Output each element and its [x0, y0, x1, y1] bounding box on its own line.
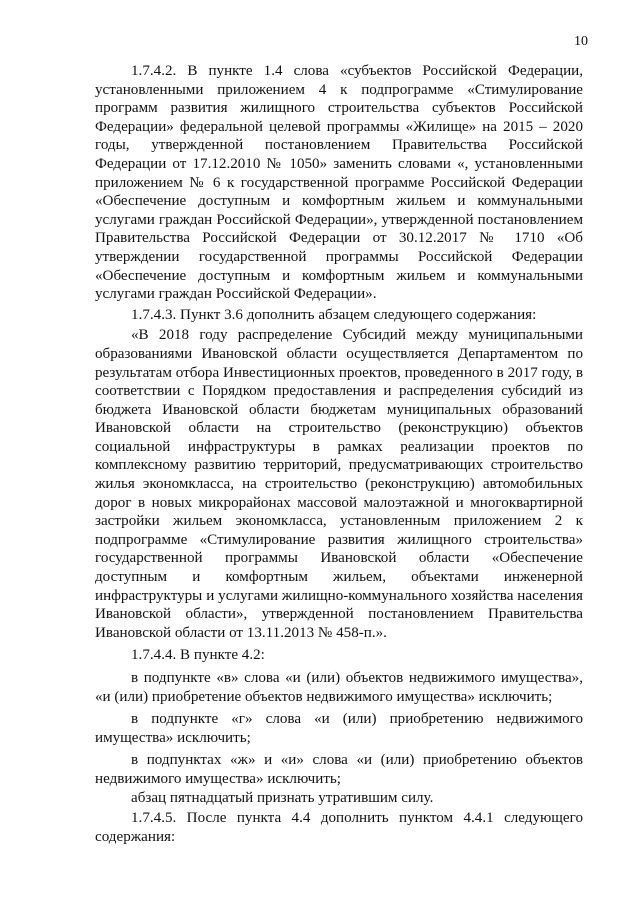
paragraph-1-7-4-5: 1.7.4.5. После пункта 4.4 дополнить пунктом 4.4.1 следующего содержания: [95, 810, 583, 845]
paragraph-quoted-addition: «В 2018 году распределение Субсидий между муниципальными образованиями Ивановской области осуществляется Департаментом по результатам отбора Инвестиционных проектов, проведенного в 2017 году, в соответствии с Порядком предоставления и распределения субсидий из бюджета Ивановской области бюджетам муниципальных образований Ивановской области на строительство (реконструкцию) объектов социальной инфраструктуры в рамках реализации проектов по комплексному развитию территорий, предусматривающих строительство жилья экономкласса, на строительство (реконструкцию) автомобильных дорог в новых микрорайонах массовой малоэтажной и многоквартирной застройки жильем экономкласса, установленным приложением 2 к подпрограмме «Стимулирование развития жилищного строительства» государственной программы Ивановской области «Обеспечение доступным и комфортным жильем, объектами инженерной инфраструктуры и услугами жилищно-коммунального хозяйства населения Ивановской области», утвержденной постановлением Правительства Ивановской области от 13.11.2013 № 458-п.». [95, 327, 583, 641]
paragraph-1-7-4-2: 1.7.4.2. В пункте 1.4 слова «субъектов Российской Федерации, установленными приложением 4 к подпрограмме «Стимулирование программ развития жилищного строительства субъектов Российской Федерации» федеральной целевой программы «Жилище» на 2015 – 2020 годы, утвержденной постановлением Правительства Российской Федерации от 17.12.2010 № 1050» заменить словами «, установленными приложением № 6 к государственной программе Российской Федерации «Обеспечение доступным и комфортным жильем и коммунальными услугами граждан Российской Федерации», утвержденной постановлением Правительства Российской Федерации от 30.12.2017 № 1710 «Об утверждении государственной программы Российской Федерации «Обеспечение доступным и комфортным жильем и коммунальными услугами граждан Российской Федерации». [95, 63, 583, 303]
paragraph-abzac-15: абзац пятнадцатый признать утратившим силу. [131, 789, 434, 806]
document-body [95, 62, 583, 846]
paragraph-subitem-g: в подпункте «г» слова «и (или) приобретению недвижимого имущества» исключить; [95, 711, 583, 746]
paragraph-subitem-v: в подпункте «в» слова «и (или) объектов недвижимого имущества», «и (или) приобретение объектов недвижимого имущества» исключить; [95, 670, 583, 705]
paragraph-subitems-zh-i: в подпунктах «ж» и «и» слова «и (или) приобретению объектов недвижимого имущества» исключить; [95, 752, 583, 787]
page-number: 10 [574, 34, 588, 49]
paragraph-1-7-4-4: 1.7.4.4. В пункте 4.2: [131, 647, 265, 664]
paragraph-1-7-4-3: 1.7.4.3. Пункт 3.6 дополнить абзацем следующего содержания: [131, 306, 537, 323]
